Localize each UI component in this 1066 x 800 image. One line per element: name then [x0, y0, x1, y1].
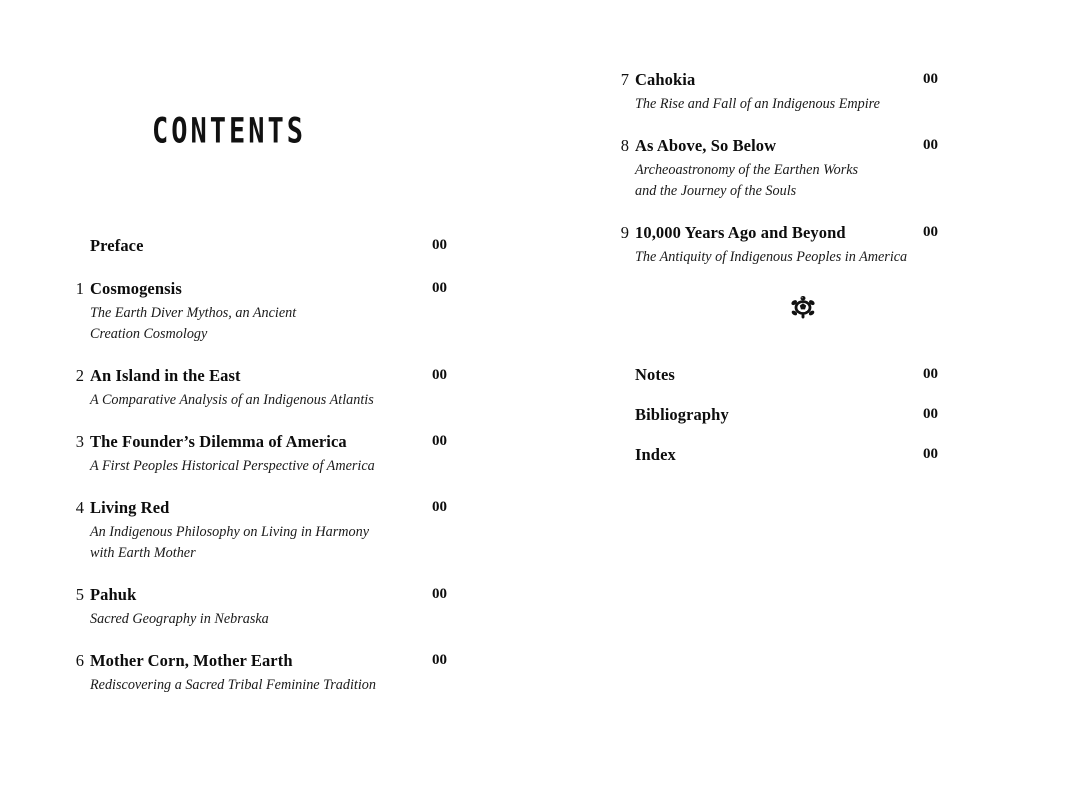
toc-entry-subtitle: [90, 456, 420, 477]
toc-entry-row: [60, 498, 480, 520]
toc-entry-page-number: 00: [923, 71, 938, 87]
toc-entry-subtitle-line: Archeoastronomy of the Earthen Works: [635, 162, 859, 179]
toc-entry-number: 5: [75, 585, 84, 605]
toc-entry-title[interactable]: An Island in the East: [90, 366, 241, 386]
toc-entry-subtitle: [635, 247, 965, 268]
toc-entry-row: [605, 443, 1025, 469]
toc-entry-subtitle-line: and the Journey of the Souls: [635, 183, 797, 200]
toc-entry-subtitle-line: The Earth Diver Mythos, an Ancient: [90, 305, 297, 321]
toc-entry-number: 9: [620, 223, 629, 243]
toc-entry-subtitle-line: Creation Cosmology: [90, 326, 208, 343]
toc-entry-title[interactable]: Living Red: [90, 498, 170, 518]
toc-left-entries: [60, 236, 480, 717]
toc-entry-subtitle: [90, 609, 420, 630]
toc-entry[interactable]: [605, 136, 1025, 202]
toc-entry-title[interactable]: Cosmogensis: [90, 279, 182, 298]
toc-entry-page-number: 00: [923, 446, 938, 463]
toc-entry-row: [605, 403, 1025, 429]
toc-entry-subtitle: [90, 303, 420, 345]
toc-entry-row: [605, 363, 1025, 389]
toc-entry[interactable]: [605, 70, 1025, 115]
toc-entry-subtitle: [90, 675, 420, 696]
toc-entry-page-number: 00: [432, 586, 447, 603]
toc-entry-subtitle-line: A First Peoples Historical Perspective of America: [90, 458, 375, 475]
toc-entry-title[interactable]: Bibliography: [635, 405, 729, 425]
toc-entry-page-number: 00: [432, 433, 447, 450]
toc-entry-subtitle-line: A Comparative Analysis of an Indigenous Atlantis: [90, 392, 374, 409]
toc-entry-number: 1: [75, 279, 84, 298]
toc-entry-title[interactable]: Notes: [635, 365, 675, 385]
toc-entry[interactable]: [605, 443, 1025, 469]
toc-entry-number: 7: [620, 70, 629, 89]
toc-entry[interactable]: [60, 651, 480, 696]
toc-entry-row: [60, 432, 480, 454]
toc-entry-row: [60, 236, 480, 258]
toc-entry[interactable]: [605, 223, 1025, 268]
toc-entry-title[interactable]: 10,000 Years Ago and Beyond: [635, 223, 846, 243]
toc-entry[interactable]: [60, 498, 480, 564]
toc-entry-page-number: 00: [923, 137, 938, 154]
toc-entry-subtitle: [90, 390, 420, 411]
toc-entry[interactable]: [60, 432, 480, 477]
toc-entry-number: 8: [620, 136, 629, 156]
toc-entry-row: [60, 279, 480, 301]
toc-entry-row: [605, 223, 1025, 245]
turtle-icon: [783, 293, 823, 325]
toc-entry-number: 6: [75, 651, 84, 671]
toc-entry-subtitle-line: Rediscovering a Sacred Tribal Feminine Tradition: [90, 677, 376, 694]
page-title: CONTENTS: [152, 112, 307, 152]
toc-entry[interactable]: [60, 585, 480, 630]
toc-entry-page-number: 00: [923, 366, 938, 383]
toc-entry-page-number: 00: [432, 280, 447, 296]
toc-entry[interactable]: [60, 366, 480, 411]
toc-entry-title[interactable]: Mother Corn, Mother Earth: [90, 651, 293, 671]
toc-entry-row: [605, 70, 1025, 92]
toc-entry-row: [60, 366, 480, 388]
toc-entry-page-number: 00: [432, 652, 447, 669]
toc-entry-number: 3: [75, 432, 84, 452]
toc-entry-page-number: 00: [923, 406, 938, 423]
toc-entry-subtitle-line: The Rise and Fall of an Indigenous Empire: [635, 96, 880, 112]
toc-entry[interactable]: [60, 279, 480, 345]
toc-entry-title[interactable]: Pahuk: [90, 585, 137, 605]
toc-entry-number: 4: [75, 498, 84, 518]
toc-entry-row: [60, 585, 480, 607]
toc-entry-title[interactable]: Index: [635, 445, 676, 465]
toc-entry-page-number: 00: [432, 237, 447, 253]
toc-entry-subtitle-line: The Antiquity of Indigenous Peoples in America: [635, 249, 908, 266]
toc-entry-page-number: 00: [432, 499, 447, 516]
toc-entry-subtitle-line: Sacred Geography in Nebraska: [90, 611, 269, 628]
toc-entry[interactable]: [605, 363, 1025, 389]
toc-entry-subtitle-line: with Earth Mother: [90, 545, 196, 562]
toc-entry-subtitle: [635, 94, 965, 115]
toc-right-entries: [605, 70, 1025, 483]
toc-entry-title[interactable]: Preface: [90, 236, 144, 255]
toc-entry-page-number: 00: [923, 224, 938, 241]
toc-entry[interactable]: [60, 236, 480, 258]
toc-entry-title[interactable]: Cahokia: [635, 70, 696, 89]
toc-entry-row: [60, 651, 480, 673]
toc-entry-page-number: 00: [432, 367, 447, 384]
toc-entry-subtitle-line: An Indigenous Philosophy on Living in Harmony: [90, 524, 369, 541]
toc-entry-title[interactable]: As Above, So Below: [635, 136, 777, 156]
toc-entry-row: [605, 136, 1025, 158]
toc-entry-number: 2: [75, 366, 84, 386]
toc-entry-subtitle: [635, 160, 965, 202]
toc-entry[interactable]: [605, 403, 1025, 429]
toc-entry-title[interactable]: The Founder’s Dilemma of America: [90, 432, 347, 452]
toc-entry-subtitle: [90, 522, 420, 564]
